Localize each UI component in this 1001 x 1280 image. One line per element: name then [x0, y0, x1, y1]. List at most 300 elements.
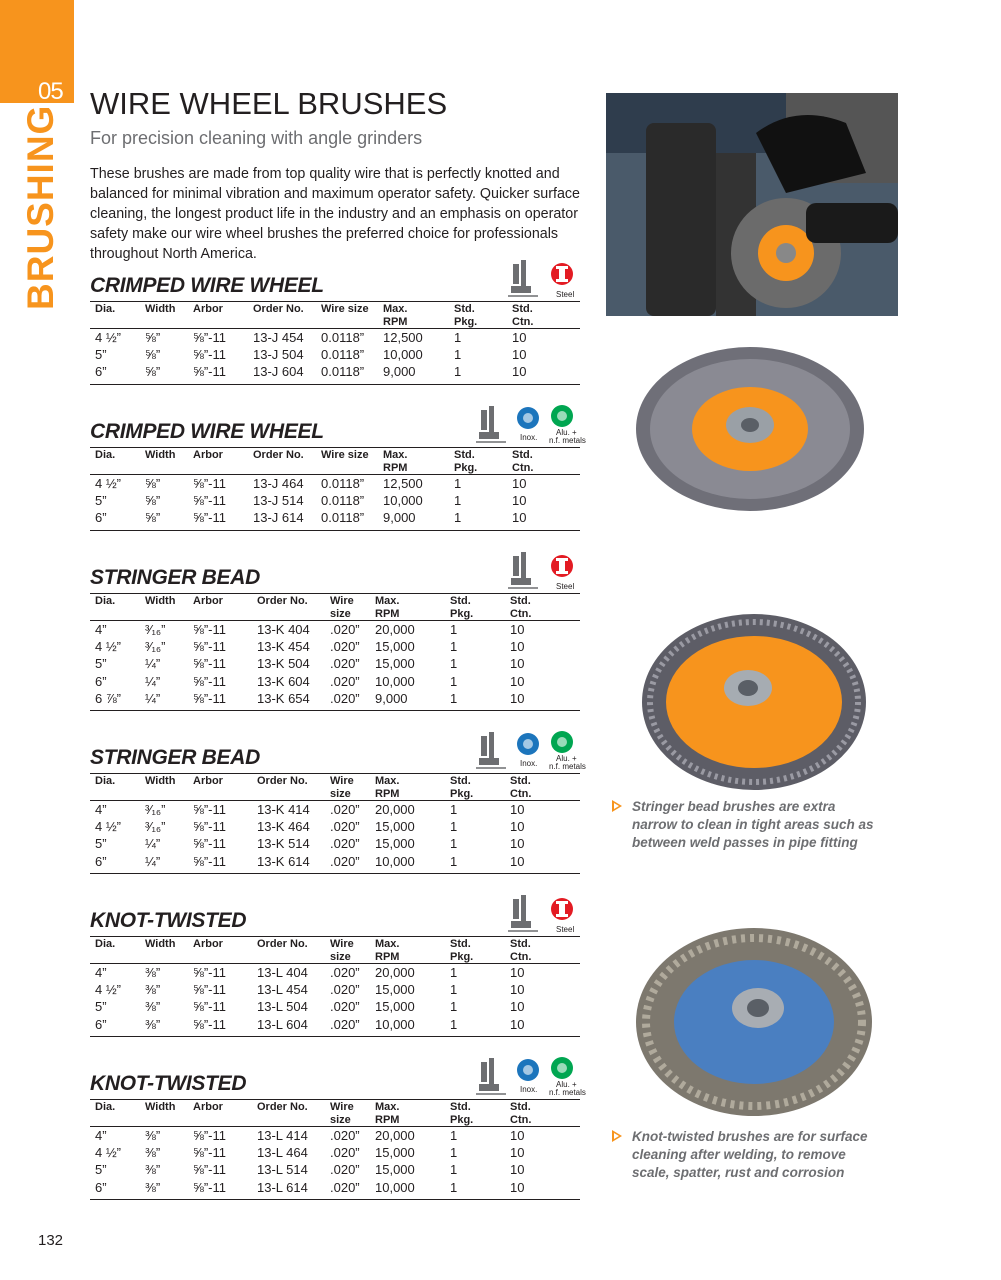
table-row — [90, 509, 580, 526]
table-cell: ⅝” — [145, 493, 161, 509]
inox-alu-icons — [476, 730, 586, 772]
table-cell: 13-K 404 — [257, 622, 310, 637]
column-header: Order No. — [253, 449, 304, 461]
table-cell: ³⁄₁₆” — [145, 639, 166, 655]
table-cell: 1 — [450, 1145, 458, 1161]
table-cell: .020” — [330, 853, 360, 869]
table-cell: .020” — [330, 1162, 360, 1178]
table-cell: ⅝” — [145, 330, 161, 345]
table-cell: 1 — [450, 622, 458, 637]
table-cell: 15,000 — [375, 982, 415, 998]
crimped-wheel-photo — [634, 345, 866, 513]
table-row — [90, 655, 580, 672]
table-cell: .020” — [330, 656, 360, 672]
svg-text:Inox.: Inox. — [520, 1085, 538, 1094]
table-cell: 13-L 604 — [257, 1016, 308, 1032]
table-cell: 13-J 504 — [253, 347, 304, 363]
material-icons — [508, 550, 580, 590]
table-cell: 10 — [510, 622, 525, 637]
column-header: Order No. — [257, 595, 308, 607]
table-cell: 10 — [510, 853, 525, 869]
table-cell: ⅝”-11 — [193, 836, 226, 852]
table-cell: .020” — [330, 1128, 360, 1143]
table-cell: 5” — [95, 836, 107, 852]
column-header: Dia. — [95, 595, 116, 607]
column-header: Width — [145, 449, 176, 461]
table-cell: ⅝”-11 — [193, 1162, 226, 1178]
table-cell: .020” — [330, 622, 360, 637]
material-icons — [476, 1056, 586, 1097]
table-row — [90, 964, 580, 981]
table-cell: 6” — [95, 673, 107, 689]
table-cell: 12,500 — [383, 476, 423, 491]
column-header: Width — [145, 1101, 176, 1113]
table-cell: 1 — [450, 853, 458, 869]
table-header — [90, 448, 580, 475]
table-cell: 1 — [450, 802, 458, 817]
table-cell: 4 ½” — [95, 639, 122, 655]
stringer-wheel-photo — [640, 612, 868, 792]
table-cell: 9,000 — [375, 690, 408, 706]
table-cell: ⅝”-11 — [193, 476, 226, 491]
table-row — [90, 363, 580, 380]
table-cell: ⅝”-11 — [193, 330, 226, 345]
column-header: Width — [145, 775, 176, 787]
table-cell: 6” — [95, 1016, 107, 1032]
table-cell: ⅝”-11 — [193, 982, 226, 998]
table-cell: ⅜” — [145, 1145, 161, 1161]
column-header: Arbor — [193, 938, 223, 950]
table-cell: ⅝”-11 — [193, 965, 226, 980]
table-cell: 5” — [95, 347, 107, 363]
table-row — [90, 801, 580, 818]
table-cell: 1 — [450, 1016, 458, 1032]
column-header: Arbor — [193, 1101, 223, 1113]
column-header: Order No. — [257, 938, 308, 950]
table-cell: 5” — [95, 1162, 107, 1178]
material-icons — [476, 730, 586, 771]
table-cell: 10 — [510, 836, 525, 852]
table-cell: 10 — [510, 1128, 525, 1143]
column-header: Std. Pkg. — [454, 303, 478, 328]
table-cell: 1 — [450, 819, 458, 835]
knot-wheel-photo — [634, 926, 874, 1118]
table-header — [90, 937, 580, 964]
column-header: Arbor — [193, 775, 223, 787]
table-cell: 10,000 — [375, 1179, 415, 1195]
table-cell: ⅝”-11 — [193, 853, 226, 869]
table-cell: ¼” — [145, 656, 161, 672]
column-header: Std. Pkg. — [450, 938, 474, 963]
table-cell: 10 — [510, 1179, 525, 1195]
table-cell: ⅝”-11 — [193, 1145, 226, 1161]
table-cell: ⅝” — [145, 476, 161, 491]
table-cell: 13-L 404 — [257, 965, 308, 980]
table-cell: 1 — [454, 364, 462, 380]
table-cell: 0.0118” — [321, 510, 365, 526]
column-header: Wire size — [330, 1101, 354, 1126]
arrow-icon — [612, 1130, 622, 1142]
table-cell: ¼” — [145, 690, 161, 706]
table-cell: ⅝”-11 — [193, 656, 226, 672]
column-header: Max. RPM — [383, 449, 408, 474]
column-header: Std. Pkg. — [454, 449, 478, 474]
table-row — [90, 673, 580, 690]
table-row — [90, 1179, 580, 1196]
caption-stringer: Stringer bead brushes are extra narrow to clean in tight areas such as between weld passes in pipe fitting — [612, 798, 882, 852]
grinder-icon — [476, 1058, 506, 1094]
table-cell: ⅝”-11 — [193, 493, 226, 509]
table-cell: 20,000 — [375, 622, 415, 637]
page-subtitle: For precision cleaning with angle grinders — [90, 128, 423, 148]
table-cell: ⅝”-11 — [193, 1179, 226, 1195]
table-cell: .020” — [330, 802, 360, 817]
column-header: Max. RPM — [375, 595, 400, 620]
column-header: Dia. — [95, 303, 116, 315]
table-cell: ⅜” — [145, 982, 161, 998]
table-cell: 6” — [95, 1179, 107, 1195]
table-row — [90, 1127, 580, 1144]
table-cell: 6” — [95, 853, 107, 869]
table-cell: ⅝”-11 — [193, 819, 226, 835]
inox-alu-icons — [476, 1056, 586, 1098]
table-cell: 9,000 — [383, 364, 416, 380]
table-cell: 0.0118” — [321, 476, 365, 491]
grinder-icon — [508, 552, 538, 588]
table-header — [90, 1100, 580, 1127]
column-header: Wire size — [321, 449, 369, 461]
table-cell: ⅝” — [145, 510, 161, 526]
table-cell: 1 — [450, 639, 458, 655]
svg-text:Alu. +: Alu. + — [556, 1080, 577, 1089]
material-icons — [476, 404, 586, 445]
column-header: Width — [145, 595, 176, 607]
table-cell: 12,500 — [383, 330, 423, 345]
column-header: Std. Pkg. — [450, 775, 474, 800]
grinder-photo — [606, 93, 898, 316]
table-cell: 9,000 — [383, 510, 416, 526]
column-header: Wire size — [330, 938, 354, 963]
table-cell: 15,000 — [375, 1162, 415, 1178]
column-header: Order No. — [257, 1101, 308, 1113]
table-cell: .020” — [330, 982, 360, 998]
steel-icon — [508, 550, 580, 592]
grinder-icon — [476, 732, 506, 768]
table-cell: 10,000 — [375, 853, 415, 869]
table-cell: ³⁄₁₆” — [145, 802, 166, 817]
table-header — [90, 774, 580, 801]
svg-text:Inox.: Inox. — [520, 759, 538, 768]
column-header: Dia. — [95, 449, 116, 461]
table-cell: 13-J 514 — [253, 493, 304, 509]
svg-text:Alu. +: Alu. + — [556, 754, 577, 763]
table-cell: 1 — [450, 965, 458, 980]
table-cell: ⅜” — [145, 999, 161, 1015]
table-cell: 20,000 — [375, 1128, 415, 1143]
table-cell: 10 — [512, 493, 527, 509]
table-cell: .020” — [330, 965, 360, 980]
table-cell: 10 — [510, 639, 525, 655]
section-title: STRINGER BEAD — [90, 566, 260, 589]
table-row — [90, 1161, 580, 1178]
table-cell: ⅝”-11 — [193, 364, 226, 380]
table-cell: 10 — [510, 802, 525, 817]
table-cell: 10 — [510, 1016, 525, 1032]
svg-text:n.f. metals: n.f. metals — [549, 762, 586, 771]
table-cell: ⅝”-11 — [193, 690, 226, 706]
table-cell: ⅜” — [145, 1016, 161, 1032]
table-cell: ⅝” — [145, 347, 161, 363]
svg-text:Alu. +: Alu. + — [556, 428, 577, 437]
spec-table — [90, 773, 580, 874]
table-cell: 10 — [512, 476, 527, 491]
table-cell: 15,000 — [375, 639, 415, 655]
table-cell: 1 — [450, 673, 458, 689]
column-header: Max. RPM — [375, 775, 400, 800]
table-cell: 10 — [512, 347, 527, 363]
table-cell: 4 ½” — [95, 330, 122, 345]
table-cell: 13-K 414 — [257, 802, 310, 817]
page-title: WIRE WHEEL BRUSHES — [90, 86, 448, 121]
table-cell: 10 — [510, 690, 525, 706]
column-header: Max. RPM — [375, 1101, 400, 1126]
svg-text:n.f. metals: n.f. metals — [549, 436, 586, 445]
table-row — [90, 346, 580, 363]
spec-table — [90, 936, 580, 1037]
table-cell: 13-K 504 — [257, 656, 310, 672]
table-cell: 15,000 — [375, 656, 415, 672]
table-row — [90, 621, 580, 638]
table-cell: 15,000 — [375, 999, 415, 1015]
table-cell: 13-L 514 — [257, 1162, 308, 1178]
table-cell: .020” — [330, 1145, 360, 1161]
table-row — [90, 998, 580, 1015]
table-cell: ⅝”-11 — [193, 622, 226, 637]
table-cell: 0.0118” — [321, 364, 365, 380]
table-cell: 10 — [510, 673, 525, 689]
table-cell: 20,000 — [375, 965, 415, 980]
spec-table — [90, 593, 580, 711]
table-cell: 15,000 — [375, 1145, 415, 1161]
table-cell: 5” — [95, 656, 107, 672]
column-header: Max. RPM — [375, 938, 400, 963]
table-cell: 1 — [450, 656, 458, 672]
table-cell: 10 — [510, 656, 525, 672]
table-cell: .020” — [330, 690, 360, 706]
table-cell: 1 — [454, 476, 462, 491]
table-cell: 4” — [95, 965, 107, 980]
table-row — [90, 690, 580, 707]
table-cell: ¼” — [145, 836, 161, 852]
table-cell: 5” — [95, 999, 107, 1015]
table-cell: 10,000 — [383, 493, 423, 509]
steel-icon — [508, 258, 580, 300]
table-cell: 10,000 — [383, 347, 423, 363]
table-cell: 6 ⅞” — [95, 690, 122, 706]
steel-label: Steel — [556, 582, 575, 591]
table-cell: 1 — [450, 1162, 458, 1178]
table-row — [90, 1016, 580, 1033]
table-cell: ⅝”-11 — [193, 1016, 226, 1032]
grinder-icon — [476, 406, 506, 442]
table-cell: .020” — [330, 819, 360, 835]
table-row — [90, 981, 580, 998]
table-cell: ¼” — [145, 673, 161, 689]
table-cell: ⅝”-11 — [193, 510, 226, 526]
table-cell: 5” — [95, 493, 107, 509]
section-title: CRIMPED WIRE WHEEL — [90, 274, 324, 297]
table-cell: 1 — [450, 836, 458, 852]
svg-text:n.f. metals: n.f. metals — [549, 1088, 586, 1097]
table-cell: 4” — [95, 802, 107, 817]
table-cell: ⅝”-11 — [193, 1128, 226, 1143]
table-cell: ⅜” — [145, 1128, 161, 1143]
column-header: Wire size — [330, 595, 354, 620]
column-header: Std. Ctn. — [510, 775, 532, 800]
steel-label: Steel — [556, 925, 575, 934]
table-cell: 1 — [450, 1128, 458, 1143]
steel-label: Steel — [556, 290, 575, 299]
table-cell: 1 — [454, 493, 462, 509]
inox-alu-icons — [476, 404, 586, 446]
column-header: Std. Ctn. — [510, 938, 532, 963]
column-header: Arbor — [193, 303, 223, 315]
table-row — [90, 638, 580, 655]
table-cell: ⅝”-11 — [193, 347, 226, 363]
table-cell: 15,000 — [375, 819, 415, 835]
svg-text:Inox.: Inox. — [520, 433, 538, 442]
column-header: Wire size — [321, 303, 369, 315]
table-cell: 1 — [450, 1179, 458, 1195]
table-cell: ³⁄₁₆” — [145, 622, 166, 637]
table-header — [90, 302, 580, 329]
table-cell: 10 — [510, 965, 525, 980]
caption-knot: Knot-twisted brushes are for surface cleaning after welding, to remove scale, spatter, rust and corrosion — [612, 1128, 882, 1182]
spec-table — [90, 1099, 580, 1200]
table-row — [90, 475, 580, 492]
column-header: Std. Pkg. — [450, 1101, 474, 1126]
spec-table — [90, 301, 580, 385]
chapter-label: BRUSHING — [20, 104, 61, 310]
table-cell: 1 — [454, 347, 462, 363]
table-cell: ³⁄₁₆” — [145, 819, 166, 835]
table-cell: ⅝”-11 — [193, 999, 226, 1015]
table-cell: 1 — [454, 510, 462, 526]
table-cell: 13-J 454 — [253, 330, 304, 345]
table-cell: 1 — [450, 690, 458, 706]
table-cell: 13-K 604 — [257, 673, 310, 689]
table-cell: .020” — [330, 673, 360, 689]
column-header: Order No. — [253, 303, 304, 315]
table-cell: 10 — [510, 1145, 525, 1161]
table-cell: 6” — [95, 510, 107, 526]
section-title: STRINGER BEAD — [90, 746, 260, 769]
table-cell: .020” — [330, 1179, 360, 1195]
table-cell: .020” — [330, 1016, 360, 1032]
table-cell: 1 — [450, 982, 458, 998]
table-cell: 20,000 — [375, 802, 415, 817]
column-header: Dia. — [95, 775, 116, 787]
table-cell: 4 ½” — [95, 1145, 122, 1161]
section-title: KNOT-TWISTED — [90, 909, 247, 932]
column-header: Order No. — [257, 775, 308, 787]
table-cell: 13-J 604 — [253, 364, 304, 380]
table-row — [90, 853, 580, 870]
table-cell: ⅝”-11 — [193, 673, 226, 689]
column-header: Std. Pkg. — [450, 595, 474, 620]
table-cell: 0.0118” — [321, 493, 365, 509]
column-header: Width — [145, 303, 176, 315]
table-cell: 13-K 464 — [257, 819, 310, 835]
table-cell: 4 ½” — [95, 476, 122, 491]
intro-paragraph: These brushes are made from top quality wire that is perfectly knotted and balanced for minimal vibration and maximum operator safety. Quicker surface cleaning, the longest product life in the industry and an emphasis on operator safety make our wire wheel brushes the preferred choice for professionals throughout North America. — [90, 166, 581, 262]
column-header: Std. Ctn. — [510, 1101, 532, 1126]
table-cell: 4” — [95, 1128, 107, 1143]
column-header: Dia. — [95, 938, 116, 950]
table-cell: 13-L 614 — [257, 1179, 308, 1195]
steel-icon — [508, 893, 580, 935]
table-cell: 10 — [512, 510, 527, 526]
arrow-icon — [612, 800, 622, 812]
column-header: Std. Ctn. — [510, 595, 532, 620]
table-cell: 0.0118” — [321, 330, 365, 345]
spec-table — [90, 447, 580, 531]
table-cell: 10 — [510, 819, 525, 835]
table-cell: 13-J 614 — [253, 510, 304, 526]
table-cell: 13-L 454 — [257, 982, 308, 998]
table-cell: .020” — [330, 999, 360, 1015]
table-cell: ⅜” — [145, 1162, 161, 1178]
table-cell: ⅜” — [145, 1179, 161, 1195]
table-cell: 13-K 654 — [257, 690, 310, 706]
column-header: Std. Ctn. — [512, 449, 534, 474]
table-cell: 10,000 — [375, 1016, 415, 1032]
grinder-icon — [508, 895, 538, 931]
table-cell: 4 ½” — [95, 982, 122, 998]
column-header: Std. Ctn. — [512, 303, 534, 328]
table-cell: 4” — [95, 622, 107, 637]
table-cell: 1 — [450, 999, 458, 1015]
table-cell: 13-L 414 — [257, 1128, 308, 1143]
section-title: KNOT-TWISTED — [90, 1072, 247, 1095]
table-cell: 13-K 614 — [257, 853, 310, 869]
table-cell: 10,000 — [375, 673, 415, 689]
table-cell: ¼” — [145, 853, 161, 869]
table-cell: 0.0118” — [321, 347, 365, 363]
table-cell: 13-K 514 — [257, 836, 310, 852]
table-cell: 13-L 504 — [257, 999, 308, 1015]
column-header: Width — [145, 938, 176, 950]
table-cell: 10 — [512, 330, 527, 345]
table-cell: .020” — [330, 639, 360, 655]
section-title: CRIMPED WIRE WHEEL — [90, 420, 324, 443]
table-cell: .020” — [330, 836, 360, 852]
column-header: Max. RPM — [383, 303, 408, 328]
table-cell: 10 — [510, 999, 525, 1015]
table-cell: ⅝”-11 — [193, 639, 226, 655]
column-header: Dia. — [95, 1101, 116, 1113]
column-header: Arbor — [193, 595, 223, 607]
table-row — [90, 835, 580, 852]
table-cell: ⅜” — [145, 965, 161, 980]
table-cell: 13-L 464 — [257, 1145, 308, 1161]
material-icons — [508, 258, 580, 298]
table-cell: 6” — [95, 364, 107, 380]
table-cell: 10 — [510, 1162, 525, 1178]
table-row — [90, 1144, 580, 1161]
column-header: Arbor — [193, 449, 223, 461]
page-number: 132 — [38, 1232, 64, 1249]
